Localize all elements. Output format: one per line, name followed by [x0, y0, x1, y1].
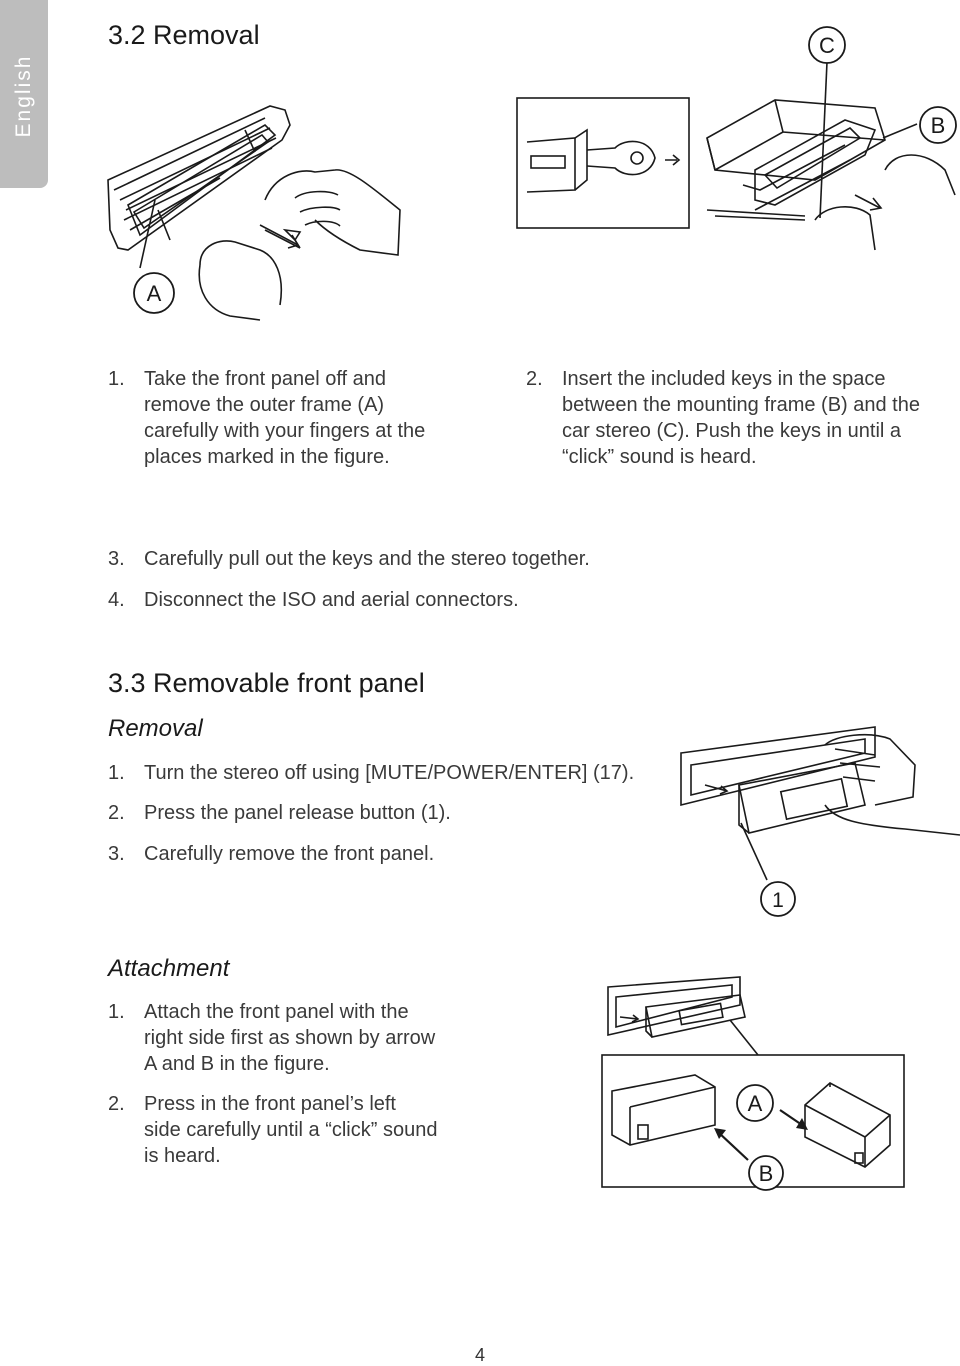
callout-b-label: B — [758, 1161, 774, 1186]
step-number: 1. — [108, 368, 125, 390]
step-text: Carefully pull out the keys and the stereo together. — [144, 548, 590, 570]
step-number: 3. — [108, 843, 125, 865]
callout-1-label: 1 — [772, 889, 784, 912]
section-title-removal: 3.2 Removal — [108, 20, 260, 50]
figure-remove-frame — [100, 80, 430, 340]
removal-step-2 — [526, 366, 946, 470]
step-number: 1. — [108, 1001, 125, 1023]
step-number: 3. — [108, 548, 125, 570]
section-title-front-panel: 3.3 Removable front panel — [108, 668, 425, 698]
panel-removal-step-3 — [108, 841, 668, 867]
callout-a-label: A — [146, 281, 162, 306]
removal-step-3 — [108, 546, 908, 572]
step-text: Carefully remove the front panel. — [144, 843, 435, 865]
figure-attach-panel — [600, 975, 910, 1190]
step-number: 2. — [108, 1093, 125, 1115]
callout-c-label: C — [819, 33, 835, 58]
attachment-step-2 — [108, 1091, 438, 1169]
step-text: Insert the included keys in the space between the mounting frame (B) and the car stereo (C). Push the keys in until a “click” sound is heard. — [562, 368, 920, 468]
step-number: 4. — [108, 589, 125, 611]
step-number: 2. — [526, 368, 543, 390]
attachment-step-1 — [108, 999, 438, 1077]
panel-removal-step-1 — [108, 760, 668, 786]
step-number: 1. — [108, 762, 125, 784]
panel-removal-step-2 — [108, 800, 668, 826]
removal-step-1 — [108, 366, 458, 470]
figure-panel-release — [675, 725, 960, 920]
callout-a-label: A — [747, 1091, 763, 1116]
step-text: Press the panel release button (1). — [144, 802, 451, 824]
step-text: Turn the stereo off using [MUTE/POWER/ENTER] (17). — [144, 762, 635, 784]
subheading-removal: Removal — [108, 715, 203, 742]
subheading-attachment: Attachment — [108, 955, 230, 982]
step-text: Press in the front panel’s left side carefully until a “click” sound is heard. — [144, 1093, 438, 1167]
figure-insert-keys — [515, 20, 960, 270]
removal-step-4 — [108, 587, 908, 613]
language-label: English — [12, 54, 35, 138]
step-number: 2. — [108, 802, 125, 824]
step-text: Attach the front panel with the right side first as shown by arrow A and B in the figure. — [144, 1001, 436, 1075]
step-text: Disconnect the ISO and aerial connectors. — [144, 589, 519, 611]
page-number: 4 — [474, 1345, 485, 1365]
callout-b-label: B — [930, 113, 946, 138]
step-text: Take the front panel off and remove the outer frame (A) carefully with your fingers at the places marked in the figure. — [144, 368, 426, 468]
language-tab — [0, 0, 48, 188]
